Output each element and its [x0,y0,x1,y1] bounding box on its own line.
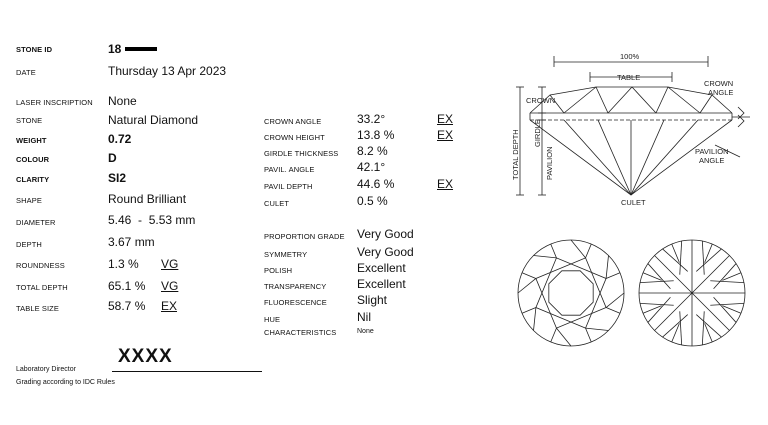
laboratory-director-label: Laboratory Director [16,366,76,373]
crown-angle-diagram-label-2: ANGLE [708,88,734,97]
pavil-depth-value: 44.6 % [357,177,395,191]
shape-value: Round Brilliant [108,192,187,206]
culet-label: CULET [264,199,290,208]
pavilion-angle-diagram-label-2: ANGLE [699,156,725,165]
proportion-grade-label: PROPORTION GRADE [264,232,345,241]
stone-id-value: 18 [108,42,122,56]
crown-height-label: CROWN HEIGHT [264,133,325,142]
pavilion-bottom-view [636,237,748,349]
crown-angle-label: CROWN ANGLE [264,117,322,126]
pavilion-angle-diagram-label: PAVILION [695,147,729,156]
director-signature: XXXX [118,346,173,367]
diamond-profile-diagram [500,45,760,210]
roundness-grade: VG [161,257,179,271]
hue-value: Nil [357,310,371,324]
total-depth-value: 65.1 % [108,279,146,293]
depth-value: 3.67 mm [108,235,155,249]
crown-height-grade: EX [437,128,454,142]
hue-label: HUE [264,315,281,324]
table-size-grade: EX [161,299,178,313]
crown-height-value: 13.8 % [357,128,395,142]
table-size-value: 58.7 % [108,299,146,313]
colour-value: D [108,151,117,165]
redaction-bar [125,47,157,51]
crown-top-view [515,237,627,349]
proportion-grade-value: Very Good [357,227,414,241]
fluorescence-label: FLUORESCENCE [264,298,327,307]
total-depth-grade: VG [161,279,179,293]
stone-label: STONE [16,116,43,125]
fluorescence-value: Slight [357,293,388,307]
transparency-label: TRANSPARENCY [264,282,327,291]
shape-label: SHAPE [16,196,42,205]
crown-angle-grade: EX [437,112,454,126]
characteristics-label: CHARACTERISTICS [264,328,337,337]
pavil-depth-grade: EX [437,177,454,191]
girdle-thickness-value: 8.2 % [357,144,388,158]
stone-id-label: STONE ID [16,45,53,54]
polish-label: POLISH [264,266,293,275]
diameter-label: DIAMETER [16,218,56,227]
clarity-value: SI2 [108,171,127,185]
laser-inscription-label: LASER INSCRIPTION [16,98,93,107]
girdle-thickness-label: GIRDLE THICKNESS [264,149,339,158]
table-size-label: TABLE SIZE [16,304,59,313]
transparency-value: Excellent [357,277,406,291]
table-diagram-label: TABLE [617,73,641,82]
culet-diagram-label: CULET [621,198,646,207]
crown-diagram-label: CROWN [526,96,556,105]
colour-label: COLOUR [16,155,50,164]
crown-angle-diagram-label: CROWN [704,79,734,88]
weight-label: WEIGHT [16,136,47,145]
girdle-diagram-label: GIRDLE [533,119,542,147]
characteristics-value: None [357,328,374,335]
crown-angle-value: 33.2° [357,112,386,126]
grading-rules-note: Grading according to IDC Rules [16,379,115,386]
pct100-label: 100% [620,52,640,61]
total-depth-diagram-label: TOTAL DEPTH [511,129,520,180]
total-depth-label: TOTAL DEPTH [16,283,68,292]
culet-value: 0.5 % [357,194,388,208]
weight-value: 0.72 [108,132,132,146]
pavil-depth-label: PAVIL DEPTH [264,182,313,191]
symmetry-value: Very Good [357,245,414,259]
roundness-value: 1.3 % [108,257,139,271]
stone-value: Natural Diamond [108,113,199,127]
symmetry-label: SYMMETRY [264,250,308,259]
date-label: DATE [16,68,36,77]
pavil-angle-value: 42.1° [357,160,386,174]
laser-inscription-value: None [108,94,137,108]
diameter-value: 5.46 - 5.53 mm [108,213,196,227]
polish-value: Excellent [357,261,406,275]
signature-line [112,371,262,372]
pavilion-diagram-label: PAVILION [545,146,554,180]
clarity-label: CLARITY [16,175,50,184]
roundness-label: ROUNDNESS [16,261,65,270]
date-value: Thursday 13 Apr 2023 [108,64,227,78]
depth-label: DEPTH [16,240,42,249]
pavil-angle-label: PAVIL. ANGLE [264,165,315,174]
